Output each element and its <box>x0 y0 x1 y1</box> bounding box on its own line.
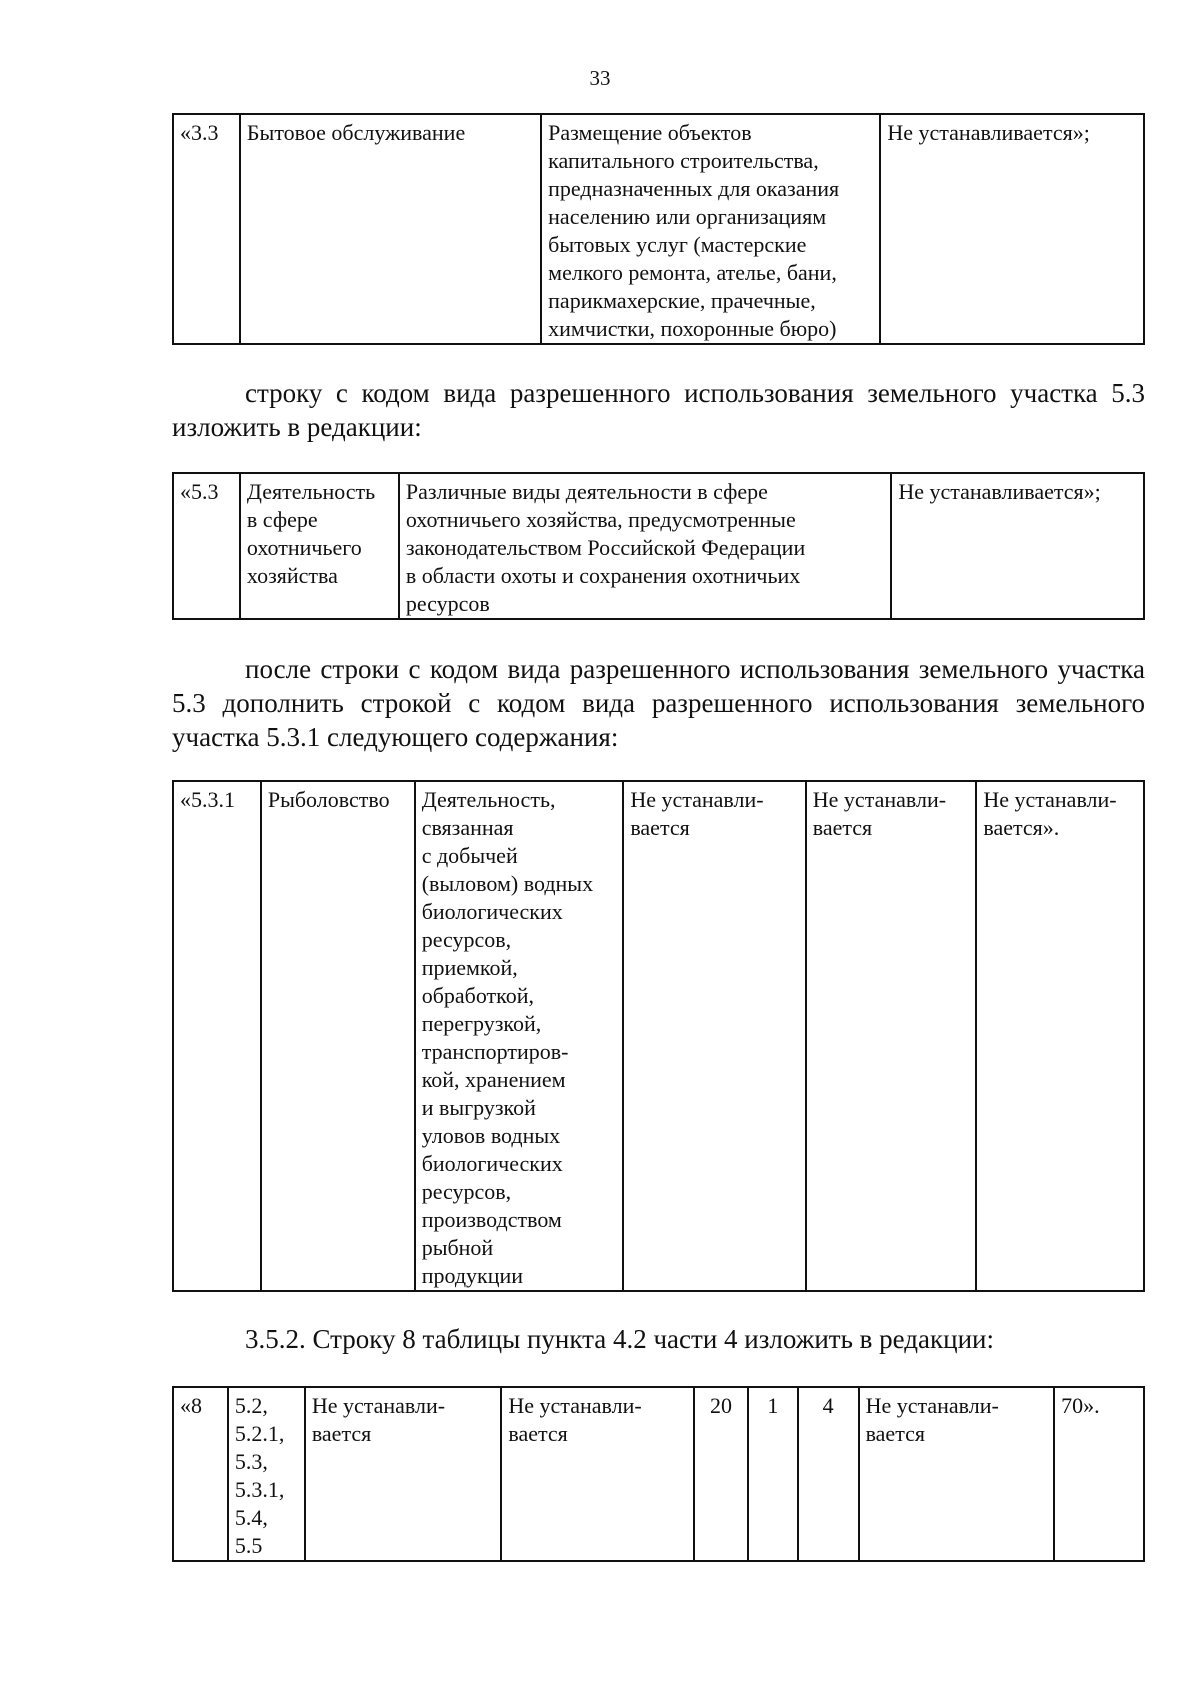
value-cell: Не устанавли- вается <box>806 781 977 1291</box>
value-cell: 70». <box>1054 1387 1144 1561</box>
value-cell: 1 <box>748 1387 798 1561</box>
code-cell: «3.3 <box>173 114 240 344</box>
value-cell: Не устанавли- вается <box>305 1387 502 1561</box>
name-cell: Рыболовство <box>261 781 415 1291</box>
table-hunting-5-3 <box>172 472 1145 620</box>
table-service-3-3 <box>172 113 1145 345</box>
paragraph-instruction-2: после строки с кодом вида разрешенного использования земельного участка 5.3 дополнить строкой с кодом вида разрешенного использования земельного участка 5.3.1 следующего содержания: <box>172 654 1145 752</box>
value-cell: Не устанавли- вается». <box>976 781 1144 1291</box>
table-row <box>173 473 1144 619</box>
value-cell: Не устанавли- вается <box>859 1387 1055 1561</box>
name-cell: Деятельность в сфере охотничьего хозяйства <box>240 473 399 619</box>
value-cell: 20 <box>694 1387 748 1561</box>
code-cell: «5.3 <box>173 473 240 619</box>
description-cell: Деятельность, связанная с добычей (выловом) водных биологических ресурсов, приемкой, обработкой, перегрузкой, транспортиров- кой, хранением и выгрузкой уловов водных биологических ресурсов, производством рыбной продукции <box>415 781 624 1291</box>
value-cell: 4 <box>798 1387 859 1561</box>
description-cell: Различные виды деятельности в сфере охотничьего хозяйства, предусмотренные законодательством Российской Федерации в области охоты и сохранения охотничьих ресурсов <box>399 473 891 619</box>
name-cell: Бытовое обслуживание <box>240 114 541 344</box>
value-cell: Не устанавливается»; <box>880 114 1144 344</box>
table-row <box>173 781 1144 1291</box>
value-cell: Не устанавли- вается <box>623 781 805 1291</box>
table-row-8 <box>172 1386 1145 1562</box>
table-row <box>173 1387 1144 1561</box>
code-cell: «5.3.1 <box>173 781 261 1291</box>
value-cell: Не устанавливается»; <box>891 473 1144 619</box>
table-fishing-5-3-1 <box>172 780 1145 1292</box>
codes-cell: 5.2, 5.2.1, 5.3, 5.3.1, 5.4, 5.5 <box>228 1387 305 1561</box>
description-cell: Размещение объектов капитального строительства, предназначенных для оказания населению или организациям бытовых услуг (мастерские мелкого ремонта, ателье, бани, парикмахерские, прачечные, химчистки, похоронные бюро) <box>541 114 880 344</box>
paragraph-instruction-1: строку с кодом вида разрешенного использования земельного участка 5.3 изложить в редакции: <box>172 378 1145 442</box>
table-row <box>173 114 1144 344</box>
page-number: 33 <box>589 66 611 90</box>
row-number-cell: «8 <box>173 1387 228 1561</box>
value-cell: Не устанавли- вается <box>501 1387 694 1561</box>
paragraph-instruction-3: 3.5.2. Строку 8 таблицы пункта 4.2 части 4 изложить в редакции: <box>245 1324 994 1354</box>
